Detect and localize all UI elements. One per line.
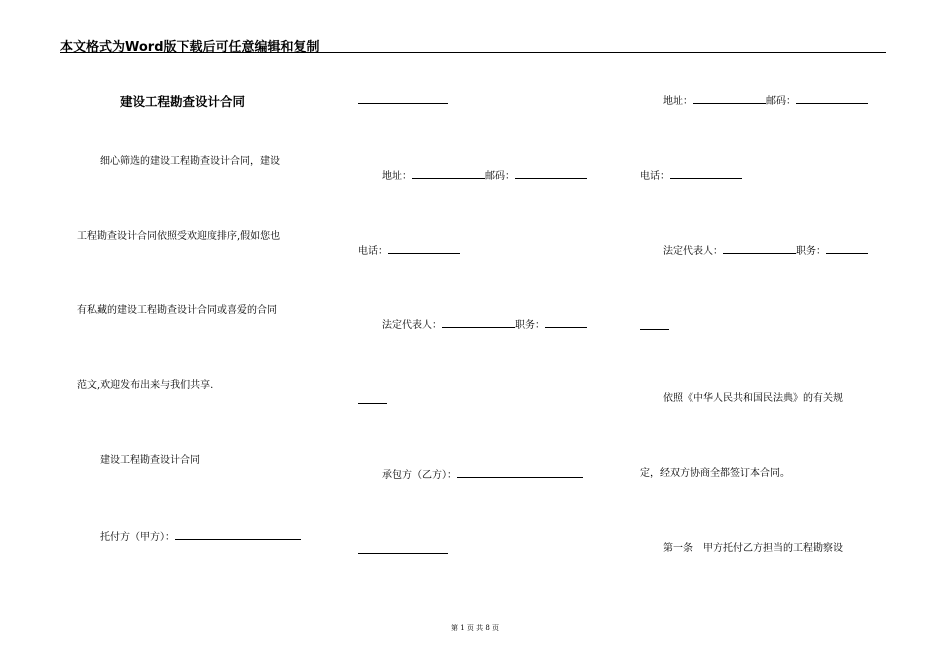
document-title: 建设工程勘查设计合同	[120, 94, 246, 109]
legal-rep-label: 法定代表人：	[382, 320, 442, 331]
postcode-label: 邮码：	[766, 96, 796, 107]
position-label: 职务：	[796, 246, 826, 257]
col3-address-row	[663, 94, 868, 108]
address-label: 地址：	[382, 171, 412, 182]
postcode-blank	[796, 94, 868, 104]
col2-phone-row	[358, 244, 460, 258]
basis-line-2: 定，经双方协商全都签订本合同。	[640, 468, 790, 479]
phone-label: 电话：	[640, 171, 670, 182]
blank-line	[358, 403, 387, 404]
position-label: 职务：	[515, 320, 545, 331]
col2-legal-rep-row	[382, 318, 587, 332]
party-a-blank	[175, 530, 301, 540]
phone-blank	[670, 169, 742, 179]
blank-line	[358, 103, 448, 104]
legal-rep-blank	[723, 244, 796, 254]
legal-rep-label: 法定代表人：	[663, 246, 723, 257]
intro-line-2: 工程勘查设计合同依照受欢迎度排序,假如您也	[77, 231, 281, 242]
intro-line-1: 细心筛选的建设工程勘查设计合同，建设	[100, 156, 280, 167]
header-text: 本文格式为Word版下载后可任意编辑和复制	[60, 40, 320, 55]
position-blank	[826, 244, 868, 254]
postcode-blank	[515, 169, 587, 179]
contract-subtitle: 建设工程勘查设计合同	[100, 455, 200, 466]
party-b-blank	[457, 468, 583, 478]
article-1-line-1: 第一条 甲方托付乙方担当的工程勘察设	[663, 543, 843, 554]
address-blank	[693, 94, 766, 104]
blank-line	[640, 329, 669, 330]
intro-line-3: 有私藏的建设工程勘查设计合同或喜爱的合同	[77, 305, 277, 316]
blank-line	[358, 553, 448, 554]
col3-phone-row	[640, 169, 742, 183]
position-blank	[545, 318, 587, 328]
intro-line-4: 范文,欢迎发布出来与我们共享.	[77, 380, 214, 391]
party-b-row	[382, 468, 583, 482]
party-a-label: 托付方（甲方）：	[100, 532, 175, 543]
basis-line-1: 依照《中华人民共和国民法典》的有关规	[663, 393, 843, 404]
party-a-row	[100, 530, 301, 544]
col2-address-row	[382, 169, 587, 183]
phone-label: 电话：	[358, 246, 388, 257]
address-blank	[412, 169, 485, 179]
party-b-label: 承包方（乙方）：	[382, 470, 457, 481]
postcode-label: 邮码：	[485, 171, 515, 182]
page-number: 第 1 页 共 8 页	[450, 624, 500, 632]
page-header	[60, 36, 886, 53]
col3-legal-rep-row	[663, 244, 868, 258]
address-label: 地址：	[663, 96, 693, 107]
legal-rep-blank	[442, 318, 515, 328]
phone-blank	[388, 244, 460, 254]
